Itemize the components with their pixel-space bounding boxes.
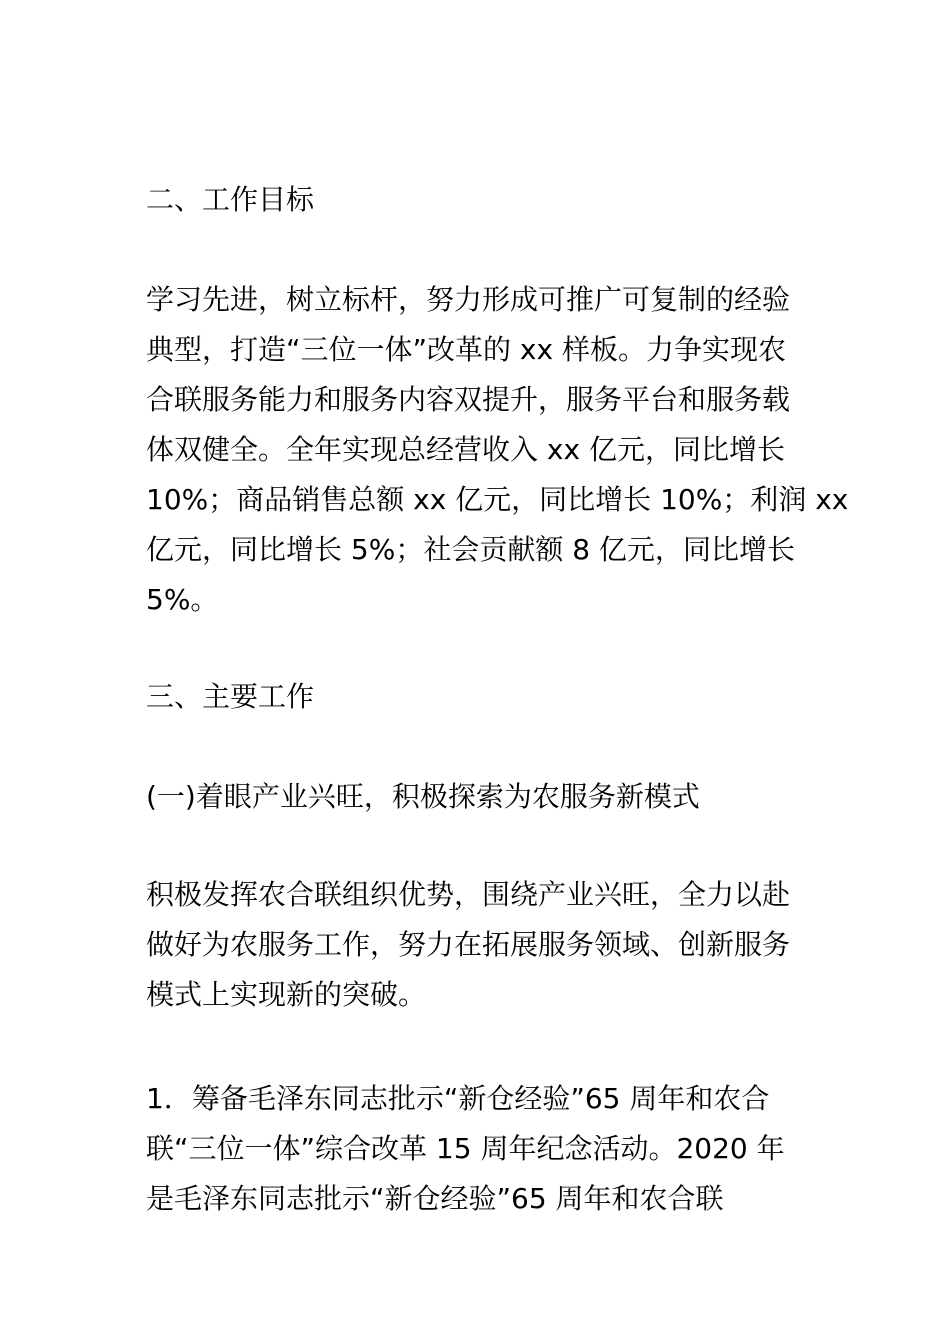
text-line: 学习先进，树立标杆，努力形成可推广可复制的经验 xyxy=(146,283,791,316)
paragraph-subsection-1 xyxy=(146,870,826,1020)
text-line: 合联服务能力和服务内容双提升，服务平台和服务载 xyxy=(146,383,791,416)
text-line: 10%；商品销售总额 xx 亿元，同比增长 10%；利润 xx xyxy=(146,483,849,516)
text-line: 亿元，同比增长 5%；社会贡献额 8 亿元，同比增长 xyxy=(146,533,795,566)
section-heading-work-goals: 二、工作目标 xyxy=(146,183,315,216)
text-line: 积极发挥农合联组织优势，围绕产业兴旺，全力以赴 xyxy=(146,878,791,911)
text-line: 模式上实现新的突破。 xyxy=(146,978,427,1011)
text-line: 5%。 xyxy=(146,583,219,616)
text-line: 做好为农服务工作，努力在拓展服务领域、创新服务 xyxy=(146,928,791,961)
text-line: 1．筹备毛泽东同志批示“新仓经验”65 周年和农合 xyxy=(146,1082,770,1115)
text-line: 典型，打造“三位一体”改革的 xx 样板。力争实现农 xyxy=(146,333,786,366)
text-line: 是毛泽东同志批示“新仓经验”65 周年和农合联 xyxy=(146,1182,724,1215)
paragraph-item-1 xyxy=(146,1074,826,1224)
section-heading-main-work: 三、主要工作 xyxy=(146,680,315,713)
text-line: 联“三位一体”综合改革 15 周年纪念活动。2020 年 xyxy=(146,1132,785,1165)
paragraph-work-goals xyxy=(146,275,849,625)
subsection-heading-1: (一)着眼产业兴旺，积极探索为农服务新模式 xyxy=(146,780,700,813)
text-line: 体双健全。全年实现总经营收入 xx 亿元，同比增长 xyxy=(146,433,785,466)
